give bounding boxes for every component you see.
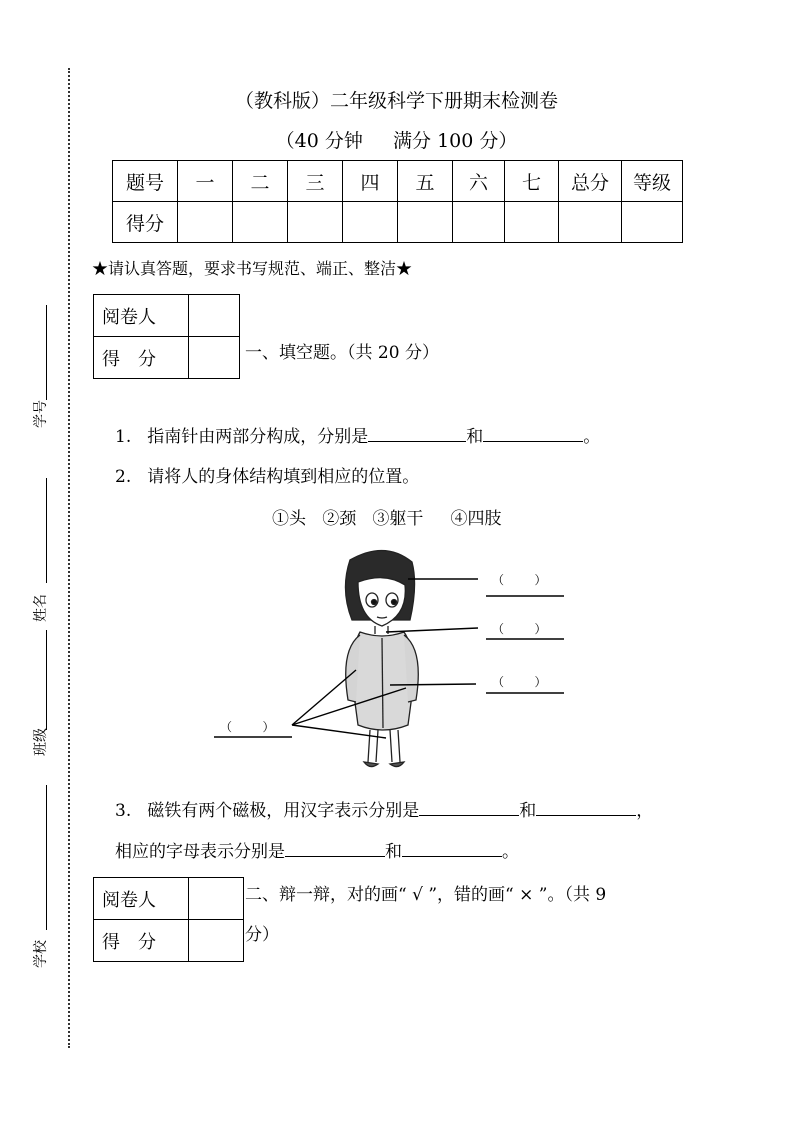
student-id-label: 学号 [33, 400, 49, 428]
score-entry-cell[interactable] [622, 202, 683, 243]
question-number: 1. [115, 427, 132, 447]
binding-dotted-line [68, 68, 70, 1048]
score-entry-cell[interactable] [453, 202, 505, 243]
exam-subtitle: （40 分钟 满分 100 分） [275, 130, 518, 152]
question-text: 请将人的身体结构填到相应的位置。 [147, 467, 420, 487]
question-number: 3. [115, 801, 132, 821]
table-cell: 题号 [113, 161, 178, 202]
right-shoe [390, 762, 404, 767]
punctuation: 。 [583, 427, 601, 447]
right-leg [390, 730, 400, 762]
answer-blank[interactable] [285, 839, 385, 857]
score-entry-cell[interactable] [178, 202, 233, 243]
table-cell: 三 [288, 161, 343, 202]
conjunction: 和 [466, 427, 484, 447]
score-entry[interactable] [189, 920, 244, 962]
body-part-options: ①头 ②颈 ③躯干 ④四肢 [272, 509, 502, 529]
left-shoe [364, 762, 378, 767]
table-cell: 等级 [622, 161, 683, 202]
question-3 [115, 796, 653, 821]
page-title: （教科版）二年级科学下册期末检测卷 [234, 90, 558, 112]
table-cell: 四 [343, 161, 398, 202]
score-entry-cell[interactable] [343, 202, 398, 243]
question-text: 磁铁有两个磁极，用汉字表示分别是 [147, 801, 420, 821]
score-entry-cell[interactable] [559, 202, 622, 243]
table-cell: 七 [505, 161, 559, 202]
question-text: 相应的字母表示分别是 [115, 842, 285, 862]
answer-blank[interactable] [419, 798, 519, 816]
name-line [46, 478, 47, 583]
score-label: 得 分 [94, 920, 189, 962]
table-cell: 总分 [559, 161, 622, 202]
question-1 [115, 422, 600, 447]
answer-blank[interactable] [483, 424, 583, 442]
question-2 [115, 462, 419, 487]
question-number: 2. [115, 467, 132, 487]
score-entry-cell[interactable] [505, 202, 559, 243]
left-pupil [372, 600, 377, 605]
score-entry-cell[interactable] [233, 202, 288, 243]
score-entry-cell[interactable] [288, 202, 343, 243]
question-text: 指南针由两部分构成，分别是 [147, 427, 369, 447]
answer-blank[interactable] [368, 424, 466, 442]
section2-heading-line2: 分） [245, 925, 279, 945]
question-3-line2 [115, 837, 519, 862]
answer-paren-torso: （ ） [492, 675, 547, 689]
section2-heading-line1: 二、辩一辩，对的画“ √ ”，错的画“ × ”。（共 9 [245, 885, 607, 905]
pointer-limb-arm [292, 670, 356, 725]
student-id-line [46, 305, 47, 400]
conjunction: 和 [385, 842, 402, 862]
conjunction: 和 [519, 801, 537, 821]
reviewer-label: 阅卷人 [94, 878, 189, 920]
right-pupil [392, 600, 397, 605]
score-table-header-row [113, 161, 683, 202]
table-cell: 一 [178, 161, 233, 202]
class-line [46, 630, 47, 730]
grader-box-section2 [93, 877, 244, 962]
score-entry[interactable] [189, 337, 240, 379]
grader-box-section1 [93, 294, 240, 379]
table-cell: 得分 [113, 202, 178, 243]
punctuation: 。 [502, 842, 519, 862]
pointer-neck [386, 628, 478, 632]
left-leg [368, 730, 378, 762]
answer-paren-limbs: （ ） [220, 720, 275, 734]
instruction-text: ★请认真答题，要求书写规范、端正、整洁★ [92, 259, 413, 278]
punctuation: ， [636, 801, 654, 821]
answer-paren-neck: （ ） [492, 622, 547, 636]
neck [375, 626, 388, 634]
table-cell: 二 [233, 161, 288, 202]
table-cell: 五 [398, 161, 453, 202]
score-table-score-row [113, 202, 683, 243]
score-table [112, 160, 683, 243]
reviewer-entry[interactable] [189, 878, 244, 920]
name-label: 姓名 [33, 594, 49, 622]
pointer-torso [390, 684, 476, 685]
answer-blank[interactable] [536, 798, 636, 816]
score-label: 得 分 [94, 337, 189, 379]
reviewer-label: 阅卷人 [94, 295, 189, 337]
answer-paren-head: （ ） [492, 573, 547, 587]
reviewer-entry[interactable] [189, 295, 240, 337]
answer-blank[interactable] [402, 839, 502, 857]
score-entry-cell[interactable] [398, 202, 453, 243]
school-line [46, 785, 47, 930]
section1-heading: 一、填空题。（共 20 分） [245, 343, 439, 363]
school-label: 学校 [33, 940, 49, 968]
class-label: 班级 [33, 728, 49, 756]
table-cell: 六 [453, 161, 505, 202]
